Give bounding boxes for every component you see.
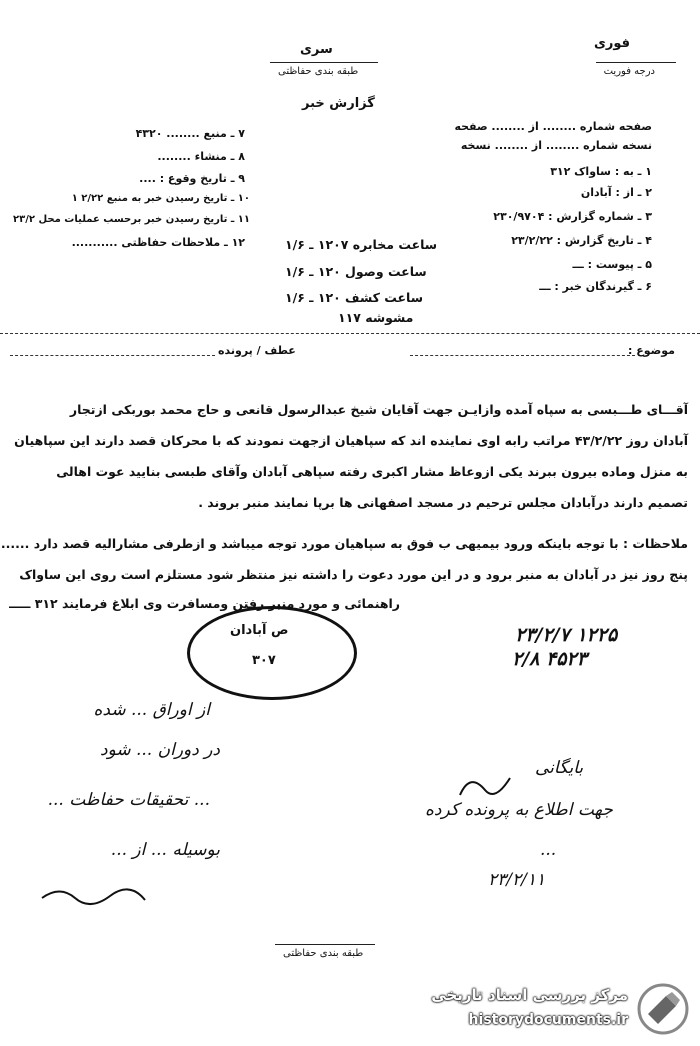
field-to: ۱ ـ به : ساواک ۳۱۲ [550, 165, 652, 178]
field-copy-number: نسخه شماره ........ از ........ نسخه [460, 139, 652, 152]
time-decoded: ساعت کشف ۱۲۰ ـ ۱/۶ [285, 290, 424, 305]
field-origin: ۸ ـ منشاء ........ [157, 150, 245, 163]
field-recipients: ۶ ـ گیرندگان خبر : ـــ [539, 280, 652, 293]
field-report-number: ۳ ـ شماره گزارش : ۲۳۰/۹۷۰۴ [493, 210, 652, 223]
cipher-number: مشوشه ۱۱۷ [338, 310, 414, 325]
field-page-number: صفحه شماره ........ از ........ صفحه [454, 120, 652, 133]
office-stamp [187, 606, 357, 700]
watermark [390, 980, 690, 1038]
field-security-notes: ۱۲ ـ ملاحظات حفاظتی ........... [71, 236, 245, 249]
remarks-line: ملاحظات : با توجه باینکه ورود بیمیهی ب فوق به سپاهیان مورد توجه میباشد و ازطرفی مشارالیه قصد دارد ...... [0, 536, 688, 551]
body-line: آقـــای طـــبسی به سپاه آمده وازایـن جهت آقایان شیخ عبدالرسول قانعی و حاج محمد بوربکی ازتجار [69, 402, 688, 417]
urgency-degree-label: درجه فوریت [603, 66, 655, 77]
field-from: ۲ ـ از : آبادان [580, 186, 652, 199]
field-report-date: ۴ ـ تاریخ گزارش : ۲۳/۲/۲۲ [511, 234, 652, 247]
handwritten-line: در دوران ... شود [100, 740, 220, 760]
body-line: به منزل وماده بیرون ببرند یکی ازوعاظ مشار اکبری رفته سپاهی آبادان وآقای طبسی بنایید عوت اهالی [56, 464, 688, 479]
field-occurrence-date: ۹ ـ تاریخ وقوع : .... [139, 172, 245, 185]
handwritten-line: بوسیله ... از ... [110, 840, 220, 860]
handwritten-scribble [40, 880, 150, 910]
field-attachment: ۵ ـ پیوست : ـــ [572, 258, 652, 271]
subject-label: موضوع : [628, 344, 675, 357]
field-source: ۷ ـ منبع ........ ۴۳۲۰ [135, 127, 245, 140]
urgency-value: فوری [593, 36, 630, 51]
handwritten-line: ... [540, 840, 557, 860]
time-transmission: ساعت مخابره ۱۲۰۷ ـ ۱/۶ [285, 237, 438, 252]
time-received: ساعت وصول ۱۲۰ ـ ۱/۶ [285, 264, 427, 279]
handwritten-line: ۲۳/۲/۱۱ [488, 870, 546, 890]
remarks-line: راهنمائی و مورد منبر رفتن ومسافرت وی ابلاغ فرمایند ۳۱۲ ـــــ [9, 596, 400, 611]
body-line: تصمیم دارند درآبادان مجلس ترحیم در مسجد اصفهانی ها برپا نمایند منبر بروند . [198, 495, 688, 510]
urgency-rule [596, 62, 676, 63]
footer-rule [275, 944, 375, 945]
field-date-received-operation: ۱۱ ـ تاریخ رسیدن خبر برحسب عملیات محل ۲۳/۲ [13, 214, 250, 225]
body-line: آبادان روز ۴۳/۲/۲۲ مراتب رابه اوی نماینده اند که سپاهیان ازجهت نمودند که با محرکان قصد دارند این سپاهیان [14, 433, 688, 448]
signature-number-1: ۱۲۲۵ ۲۳/۲/۷ [515, 624, 618, 646]
archive-logo-icon [636, 982, 690, 1036]
field-date-received-source: ۱۰ ـ تاریخ رسیدن خبر به منبع ۲/۲۲ ۱ [71, 193, 250, 204]
handwritten-line: بایگانی [535, 758, 584, 778]
footer-classification: طبقه بندی حفاظتی [283, 948, 364, 959]
handwritten-line: جهت اطلاع به پرونده کرده [425, 800, 613, 820]
subject-underline [410, 355, 635, 356]
classification-value: سری [300, 42, 333, 57]
handwritten-line: از اوراق ... شده [93, 700, 210, 720]
archive-label: عطف / پرونده [218, 344, 296, 357]
report-title: گزارش خبر [302, 96, 375, 111]
watermark-org-name: مرکز بررسی اسناد تاریخی [431, 986, 628, 1004]
classification-rule [270, 62, 378, 63]
handwritten-line: ... تحقیقات حفاظت ... [47, 790, 210, 810]
archive-underline [10, 355, 215, 356]
section-divider-top [0, 333, 700, 334]
classification-level-label: طبقه بندی حفاظتی [278, 66, 359, 77]
signature-number-2: ۴۵۲۳ ۲/۸ [512, 648, 587, 670]
stamp-line-1: ص آبادان [230, 623, 289, 638]
watermark-site: historydocuments.ir [468, 1012, 628, 1028]
signature-mark [455, 770, 515, 805]
remarks-line: پنج روز نیز در آبادان به منبر برود و در این مورد دعوت را داشته نیز منتظر شود مستلزم است روی این ساواک [19, 567, 688, 582]
stamp-line-2: ۳۰۷ [252, 653, 276, 668]
